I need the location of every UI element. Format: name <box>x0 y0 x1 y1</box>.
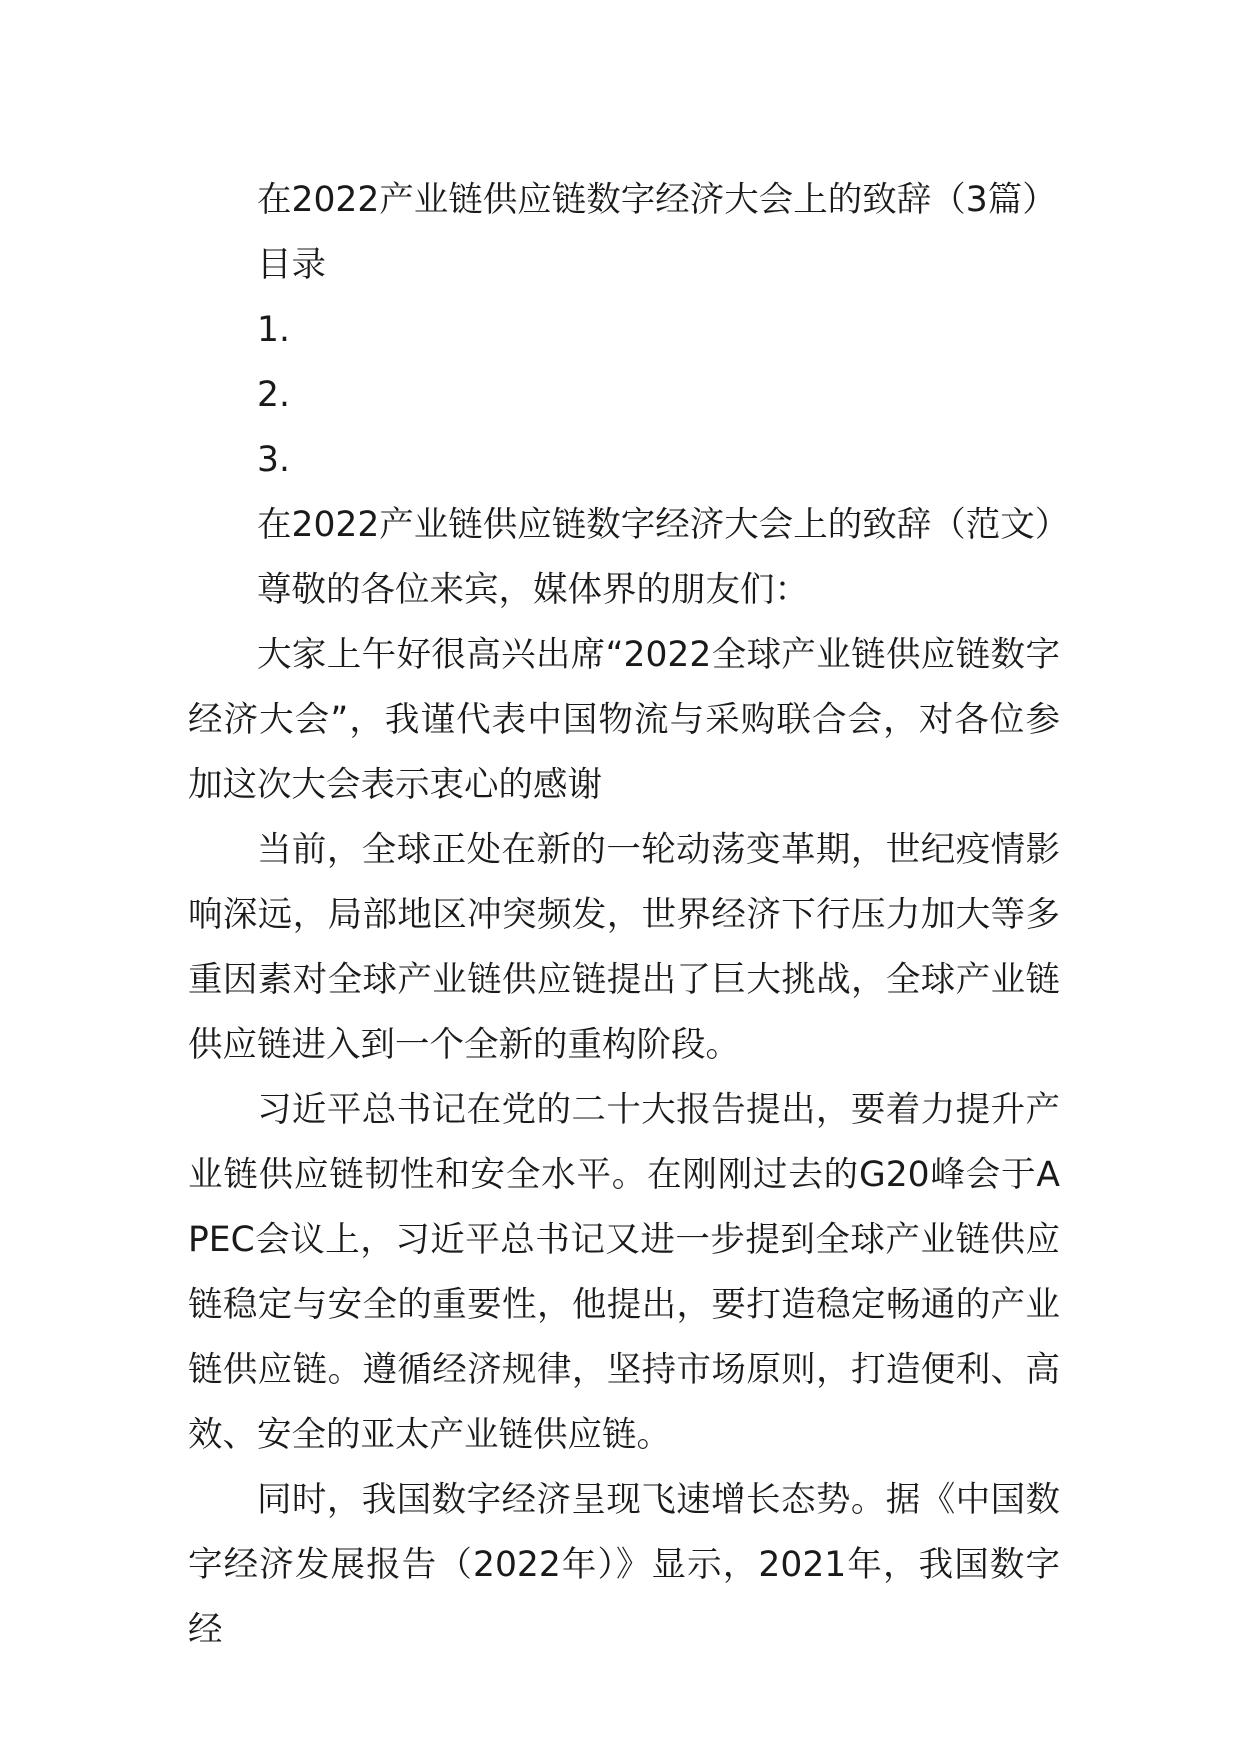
salutation: 尊敬的各位来宾，媒体界的朋友们： <box>257 570 809 610</box>
toc-heading: 目录 <box>257 245 326 285</box>
paragraph-4: 同时，我国数字经济呈现飞速增长态势。据《中国数字经济发展报告（2022年）》显示，2021年，我国数字经 <box>188 1480 1060 1650</box>
paragraph-2: 当前，全球正处在新的一轮动荡变革期，世纪疫情影响深远，局部地区冲突频发，世界经济下行压力加大等多重因素对全球产业链供应链提出了巨大挑战，全球产业链供应链进入到一个全新的重构阶段。 <box>188 830 1060 1065</box>
toc-item-1: 1. <box>257 310 290 350</box>
document-title: 在2022产业链供应链数字经济大会上的致辞（3篇） <box>257 180 1057 220</box>
toc-item-2: 2. <box>257 375 290 415</box>
paragraph-1: 大家上午好很高兴出席“2022全球产业链供应链数字经济大会”，我谨代表中国物流与采购联合会，对各位参加这次大会表示衷心的感谢 <box>188 635 1060 805</box>
document-body <box>188 168 1070 1663</box>
toc-item-3: 3. <box>257 440 290 480</box>
section-title: 在2022产业链供应链数字经济大会上的致辞（范文） <box>257 505 1070 545</box>
paragraph-3: 习近平总书记在党的二十大报告提出，要着力提升产业链供应链韧性和安全水平。在刚刚过去的G20峰会于APEC会议上，习近平总书记又进一步提到全球产业链供应链稳定与安全的重要性，他提出，要打造稳定畅通的产业链供应链。遵循经济规律，坚持市场原则，打造便利、高效、安全的亚太产业链供应链。 <box>188 1090 1060 1455</box>
